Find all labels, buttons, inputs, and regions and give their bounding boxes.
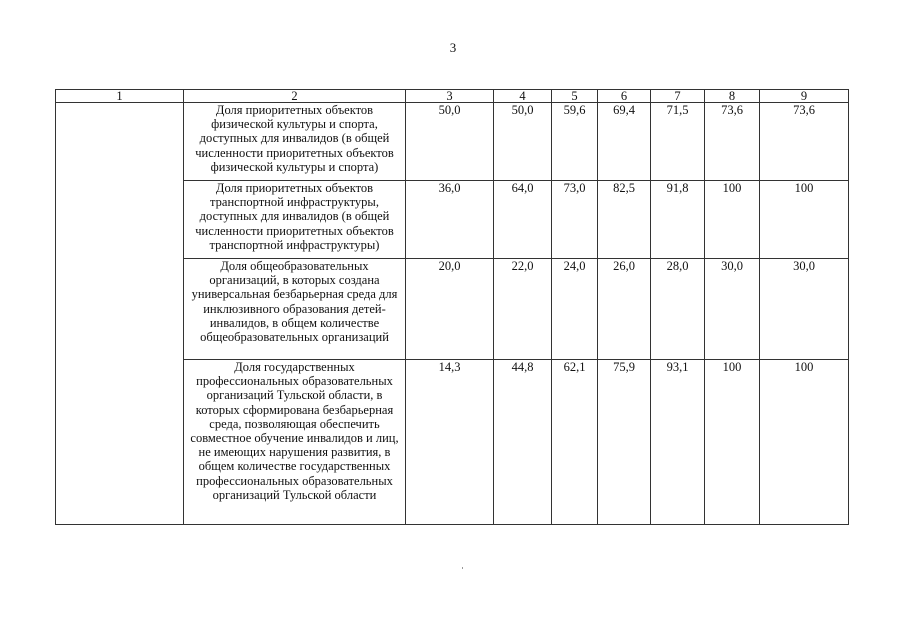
column-header: 4 [494,90,552,103]
value-cell: 93,1 [651,360,705,525]
column-header: 7 [651,90,705,103]
value-cell: 73,6 [760,103,849,181]
value-cell: 100 [705,181,760,259]
row-description: Доля приоритетных объектов транспортной инфраструктуры, доступных для инвалидов (в общей численности приоритетных объектов транспортной инфраструктуры) [184,181,406,259]
column-header: 5 [552,90,598,103]
page-number: 3 [449,40,457,55]
value-cell: 100 [705,360,760,525]
value-cell: 82,5 [598,181,651,259]
indicator-table [55,89,849,525]
value-cell: 44,8 [494,360,552,525]
value-cell: 22,0 [494,259,552,360]
scan-speck [462,567,463,569]
value-cell: 36,0 [406,181,494,259]
value-cell: 30,0 [760,259,849,360]
value-cell: 26,0 [598,259,651,360]
value-cell: 75,9 [598,360,651,525]
row-description: Доля государственных профессиональных образовательных организаций Тульской области, в которых сформирована безбарьерная среда, позволяющая обеспечить совместное обучение инвалидов и лиц, не имеющих нарушения развития, в общем количестве государственных профессиональных образовательных организаций Тульской области [184,360,406,525]
value-cell: 28,0 [651,259,705,360]
value-cell: 30,0 [705,259,760,360]
column-header: 3 [406,90,494,103]
value-cell: 73,6 [705,103,760,181]
value-cell: 14,3 [406,360,494,525]
value-cell: 59,6 [552,103,598,181]
row-description: Доля общеобразовательных организаций, в которых создана универсальная безбарьерная среда для инклюзивного образования детей-инвалидов, в общем количестве общеобразовательных организаций [184,259,406,360]
value-cell: 50,0 [494,103,552,181]
column-header: 6 [598,90,651,103]
table-row [56,103,849,181]
column-header: 2 [184,90,406,103]
value-cell: 24,0 [552,259,598,360]
value-cell: 50,0 [406,103,494,181]
row-description: Доля приоритетных объектов физической культуры и спорта, доступных для инвалидов (в общей численности приоритетных объектов физической культуры и спорта) [184,103,406,181]
value-cell: 73,0 [552,181,598,259]
column-header: 1 [56,90,184,103]
column-header: 9 [760,90,849,103]
value-cell: 64,0 [494,181,552,259]
value-cell: 20,0 [406,259,494,360]
value-cell: 91,8 [651,181,705,259]
column-header: 8 [705,90,760,103]
empty-first-column-cell [56,103,184,525]
value-cell: 100 [760,360,849,525]
value-cell: 62,1 [552,360,598,525]
value-cell: 69,4 [598,103,651,181]
value-cell: 71,5 [651,103,705,181]
value-cell: 100 [760,181,849,259]
table-header-row [56,90,849,103]
